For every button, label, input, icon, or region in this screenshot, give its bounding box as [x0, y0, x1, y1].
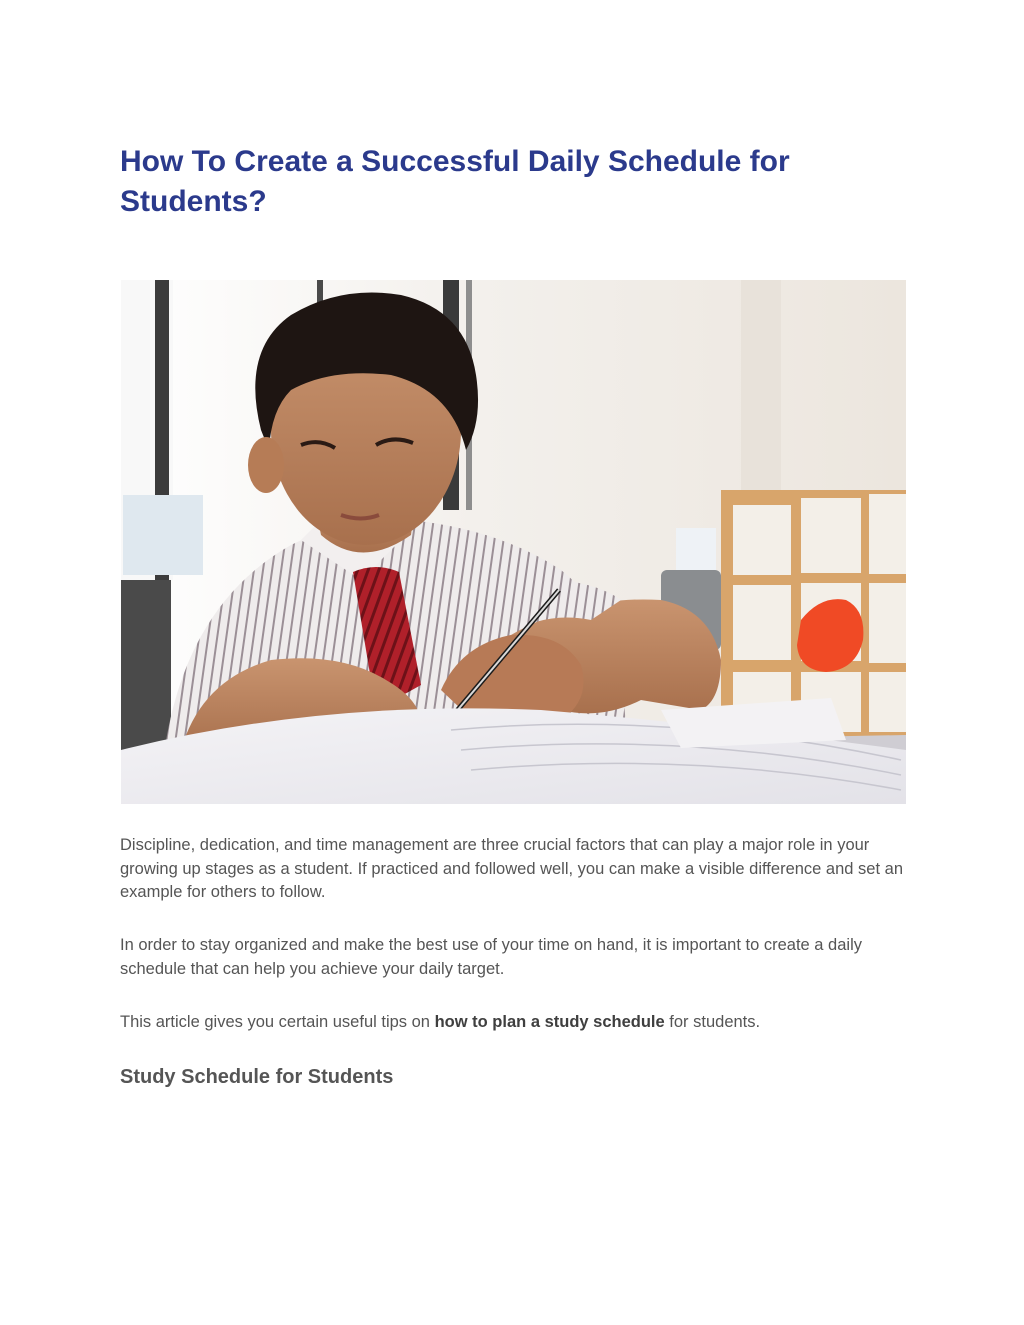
- intro-paragraph: Discipline, dedication, and time management are three crucial factors that can play a major role in your growing up stages as a student. If practiced and followed well, you can make a visible difference and set an example for others to follow.: [120, 836, 903, 901]
- organization-paragraph: In order to stay organized and make the best use of your time on hand, it is important to create a daily schedule that can help you achieve your daily target.: [120, 936, 862, 978]
- tips-paragraph: [120, 1011, 910, 1035]
- section-heading: Study Schedule for Students: [120, 1066, 394, 1088]
- tips-text-after: for students.: [664, 1013, 761, 1031]
- tips-text-before: This article gives you certain useful tips on: [120, 1013, 435, 1031]
- article-title: How To Create a Successful Daily Schedule for Students?: [120, 145, 790, 218]
- student-writing-photo: [121, 280, 906, 804]
- study-schedule-bold-text: how to plan a study schedule: [434, 1013, 665, 1031]
